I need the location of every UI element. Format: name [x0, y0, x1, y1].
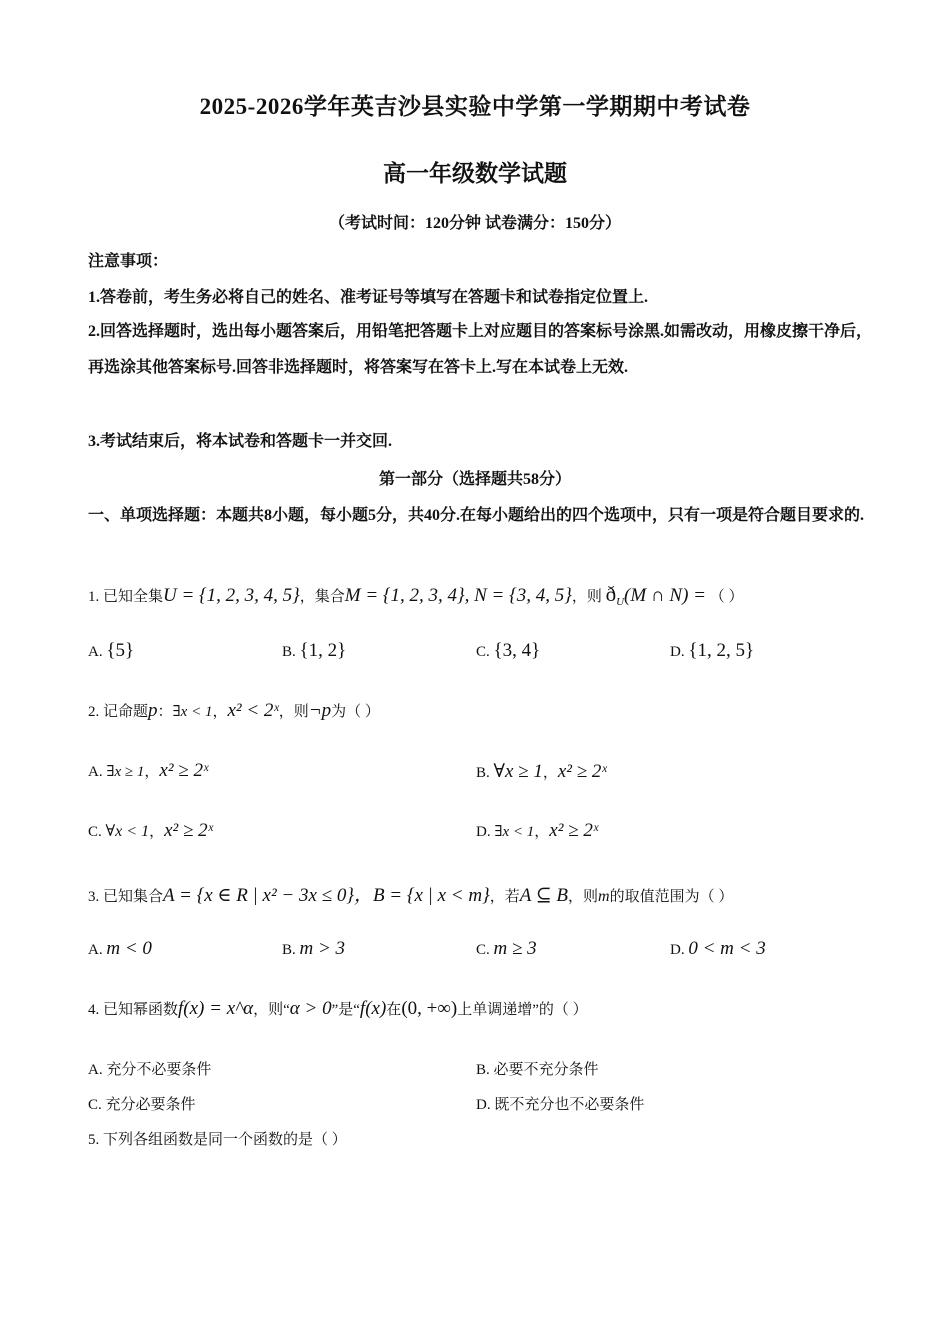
q2-option-d[interactable]: D. ∃x < 1，x² ≥ 2ˣ: [476, 820, 599, 841]
q4-option-b[interactable]: B. 必要不充分条件: [476, 1062, 599, 1078]
part-1-title: 第一部分（选择题共58分）: [378, 471, 571, 488]
q4-option-d[interactable]: D. 既不充分也不必要条件: [476, 1097, 645, 1113]
q2-option-a[interactable]: A. ∃x ≥ 1，x² ≥ 2ˣ: [88, 760, 209, 781]
section-single-choice: 一、单项选择题：本题共8小题，每小题5分，共40分.在每小题给出的四个选项中，只有一项是符合题目要求的.: [88, 507, 865, 524]
q1-mid1: ，集合: [299, 589, 345, 605]
question-4: 4. 已知幂函数f(x) = x^α，则“α > 0”是“f(x)在(0, +∞)上单调递增”的（ ）: [88, 998, 588, 1019]
q3-option-d[interactable]: D. 0 < m < 3: [670, 938, 766, 959]
q1-sets-mn: M = {1, 2, 3, 4}, N = {3, 4, 5}: [344, 585, 572, 606]
q1-option-d[interactable]: D. {1, 2, 5}: [670, 640, 755, 661]
q1-blank: （ ）: [709, 589, 744, 605]
exam-subtitle: 高一年级数学试题: [383, 161, 567, 186]
q1-complement-sub: U: [616, 596, 625, 608]
q1-option-a[interactable]: A. {5}: [88, 640, 135, 661]
q1-mid2: ，则: [571, 589, 602, 605]
q2-option-c[interactable]: C. ∀x < 1，x² ≥ 2ˣ: [88, 820, 214, 841]
exam-time-info: （考试时间：120分钟 试卷满分：150分）: [328, 215, 621, 232]
q1-option-b[interactable]: B. {1, 2}: [282, 640, 347, 661]
question-2: 2. 记命题p：∃x < 1，x² < 2ˣ，则¬p为（ ）: [88, 700, 380, 721]
question-3: 3. 已知集合A = {x ∈ R | x² − 3x ≤ 0}，B = {x | x < m}，若A ⊆ B，则m的取值范围为（ ）: [88, 885, 734, 906]
question-1: [88, 582, 744, 608]
notice-heading: 注意事项：: [88, 253, 169, 270]
question-5: 5. 下列各组函数是同一个函数的是（ ）: [88, 1132, 347, 1148]
q1-universal-set: U = {1, 2, 3, 4, 5}: [163, 585, 300, 606]
notice-item-1: 1.答卷前，考生务必将自己的姓名、准考证号等填写在答题卡和试卷指定位置上.: [88, 289, 649, 306]
q3-option-c[interactable]: C. m ≥ 3: [476, 938, 537, 959]
q3-option-b[interactable]: B. m > 3: [282, 938, 346, 959]
q3-option-a[interactable]: A. m < 0: [88, 938, 152, 959]
q1-option-c[interactable]: C. {3, 4}: [476, 640, 541, 661]
notice-item-2: 2.回答选择题时，选出每小题答案后，用铅笔把答题卡上对应题目的答案标号涂黑.如需改动，用橡皮擦干净后，再选涂其他答案标号.回答非选择题时，将答案写在答卡上.写在本试卷上无效.: [88, 323, 873, 376]
q4-option-c[interactable]: C. 充分必要条件: [88, 1097, 196, 1113]
q1-prefix: 1. 已知全集: [88, 589, 164, 605]
notice-item-3: 3.考试结束后，将本试卷和答题卡一并交回.: [88, 433, 393, 450]
exam-title: 2025-2026学年英吉沙县实验中学第一学期期中考试卷: [199, 94, 751, 119]
q1-complement-symbol: ð: [605, 582, 617, 606]
q4-option-a[interactable]: A. 充分不必要条件: [88, 1062, 212, 1078]
q1-expression: (M ∩ N) =: [624, 585, 706, 606]
q2-option-b[interactable]: B. ∀x ≥ 1，x² ≥ 2ˣ: [476, 761, 607, 782]
